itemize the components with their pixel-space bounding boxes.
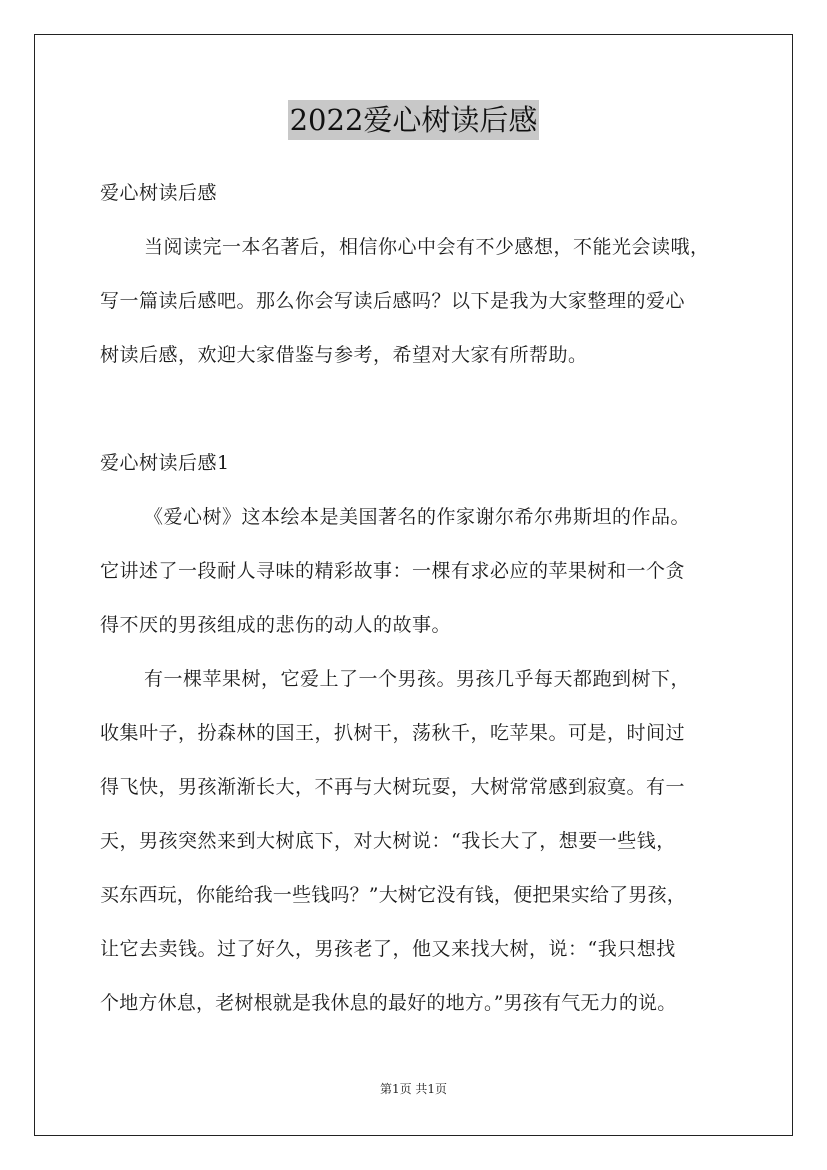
text-line: 得不厌的男孩组成的悲伤的动人的故事。 xyxy=(100,614,452,636)
page-footer: 第1页 共1页 xyxy=(379,1082,448,1096)
text-line: 有一棵苹果树，它爱上了一个男孩。男孩几乎每天都跑到树下， xyxy=(144,668,691,690)
text-line: 个地方休息，老树根就是我休息的最好的地方。”男孩有气无力的说。 xyxy=(100,992,677,1014)
intro-paragraph xyxy=(100,220,750,382)
text-line: 树读后感，欢迎大家借鉴与参考，希望对大家有所帮助。 xyxy=(100,344,588,366)
text-line: 写一篇读后感吧。那么你会写读后感吗？以下是我为大家整理的爱心 xyxy=(100,290,686,312)
text-line: 当阅读完一本名著后，相信你心中会有不少感想，不能光会读哦， xyxy=(144,236,710,258)
text-line: 《爱心树》这本绘本是美国著名的作家谢尔希尔弗斯坦的作品。 xyxy=(144,506,691,528)
text-line: 买东西玩，你能给我一些钱吗？”大树它没有钱，便把果实给了男孩， xyxy=(100,884,686,906)
section-heading-block xyxy=(100,436,750,490)
paragraph-1 xyxy=(100,490,750,652)
document-title: 2022爱心树读后感 xyxy=(288,100,540,140)
title-container xyxy=(0,100,827,140)
text-line: 让它去卖钱。过了好久，男孩老了，他又来找大树，说：“我只想找 xyxy=(100,938,676,960)
subtitle: 爱心树读后感 xyxy=(100,182,218,204)
text-line: 得飞快，男孩渐渐长大，不再与大树玩耍，大树常常感到寂寞。有一 xyxy=(100,776,686,798)
text-line: 天，男孩突然来到大树底下，对大树说：“我长大了，想要一些钱， xyxy=(100,830,676,852)
text-line: 收集叶子，扮森林的国王，扒树干，荡秋千，吃苹果。可是，时间过 xyxy=(100,722,686,744)
text-line: 它讲述了一段耐人寻味的精彩故事：一棵有求必应的苹果树和一个贪 xyxy=(100,560,686,582)
section-heading: 爱心树读后感1 xyxy=(100,452,230,474)
subtitle-block xyxy=(100,166,750,220)
paragraph-2 xyxy=(100,652,750,1030)
